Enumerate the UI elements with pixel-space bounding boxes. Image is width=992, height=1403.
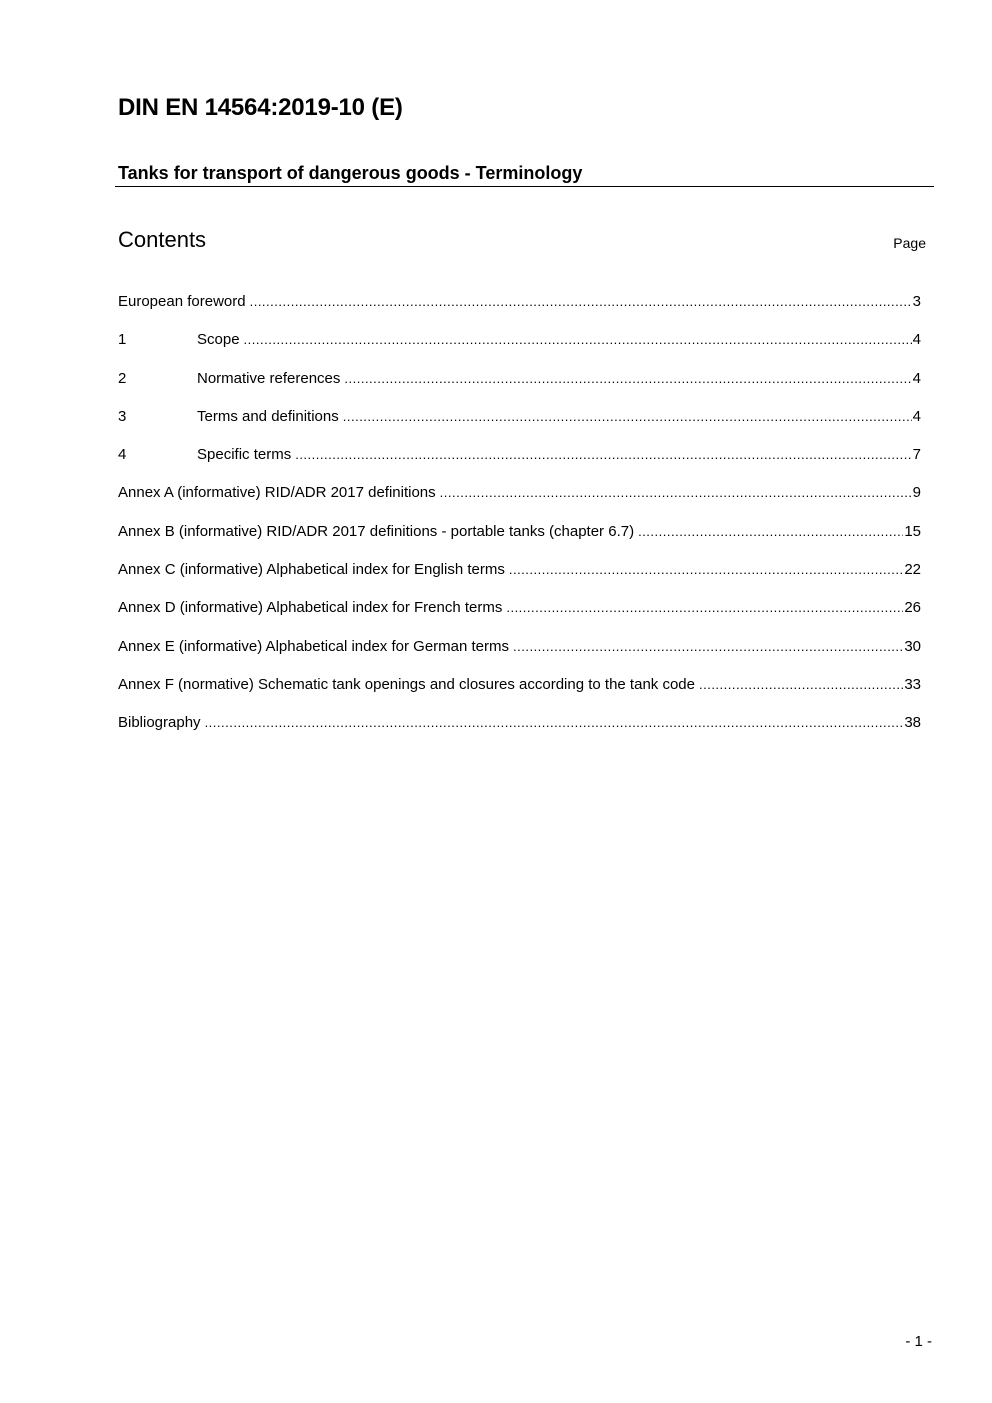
contents-heading: Contents: [118, 227, 207, 252]
toc-entry-annex-c[interactable]: [118, 561, 921, 599]
toc-dot-leader: [250, 294, 912, 309]
page-number: - 1 -: [905, 1333, 932, 1350]
document-title: DIN EN 14564:2019-10 (E): [118, 94, 403, 121]
toc-entry-annex-d[interactable]: [118, 599, 921, 637]
toc-entry-title: Terms and definitions: [197, 407, 339, 425]
toc-entry-page: 38: [904, 714, 921, 732]
toc-entry-specific-terms[interactable]: [118, 446, 921, 484]
toc-entry-page: 30: [904, 637, 921, 655]
toc-entry-page: 9: [912, 484, 921, 502]
toc-entry-page: 7: [912, 446, 921, 464]
toc-entry-title: Annex B (informative) RID/ADR 2017 definitions - portable tanks (chapter 6.7): [118, 522, 635, 540]
toc-entry-terms-and-definitions[interactable]: [118, 408, 921, 446]
toc-dot-leader: [295, 447, 911, 462]
toc-entry-title: Annex F (normative) Schematic tank openings and closures according to the tank code: [118, 675, 695, 693]
toc-entry-scope[interactable]: [118, 331, 921, 369]
document-subtitle: Tanks for transport of dangerous goods - Terminology: [118, 163, 583, 183]
toc-dot-leader: [638, 524, 903, 539]
title-divider: [115, 186, 934, 187]
toc-entry-page: 3: [912, 293, 921, 310]
toc-dot-leader: [440, 485, 912, 500]
toc-dot-leader: [509, 562, 903, 577]
toc-entry-title: Scope: [197, 331, 240, 349]
toc-entry-title: Annex D (informative) Alphabetical index for French terms: [118, 599, 503, 617]
toc-entry-bibliography[interactable]: [118, 714, 921, 752]
toc-dot-leader: [513, 639, 903, 654]
toc-entry-page: 15: [904, 522, 921, 540]
toc-entry-number: 1: [118, 331, 127, 349]
toc-entry-page: 4: [912, 331, 921, 349]
toc-entry-title: Normative references: [197, 369, 341, 387]
toc-entry-title: Annex E (informative) Alphabetical index for German terms: [118, 637, 510, 655]
toc-dot-leader: [344, 371, 911, 386]
toc-entry-title: Annex A (informative) RID/ADR 2017 definitions: [118, 484, 436, 502]
toc-entry-foreword[interactable]: [118, 293, 921, 331]
toc-entry-annex-e[interactable]: [118, 638, 921, 676]
toc-entry-normative-references[interactable]: [118, 370, 921, 408]
toc-entry-number: 2: [118, 369, 127, 387]
toc-entry-page: 4: [912, 369, 921, 387]
toc-dot-leader: [343, 409, 912, 424]
toc-entry-annex-f[interactable]: [118, 676, 921, 714]
page-column-label: Page: [893, 235, 926, 251]
toc-dot-leader: [506, 600, 903, 615]
toc-entry-title: European foreword: [118, 293, 246, 310]
table-of-contents: [118, 293, 921, 753]
toc-entry-title: Specific terms: [197, 446, 292, 464]
toc-dot-leader: [205, 715, 904, 730]
toc-entry-page: 33: [904, 675, 921, 693]
toc-entry-title: Annex C (informative) Alphabetical index for English terms: [118, 561, 505, 579]
toc-entry-page: 4: [912, 407, 921, 425]
toc-entry-page: 22: [904, 561, 921, 579]
toc-entry-annex-a[interactable]: [118, 484, 921, 522]
toc-entry-page: 26: [904, 599, 921, 617]
toc-dot-leader: [244, 332, 912, 347]
toc-entry-number: 3: [118, 407, 127, 425]
toc-entry-annex-b[interactable]: [118, 523, 921, 561]
toc-entry-title: Bibliography: [118, 714, 201, 732]
toc-dot-leader: [699, 677, 903, 692]
toc-entry-number: 4: [118, 446, 127, 464]
